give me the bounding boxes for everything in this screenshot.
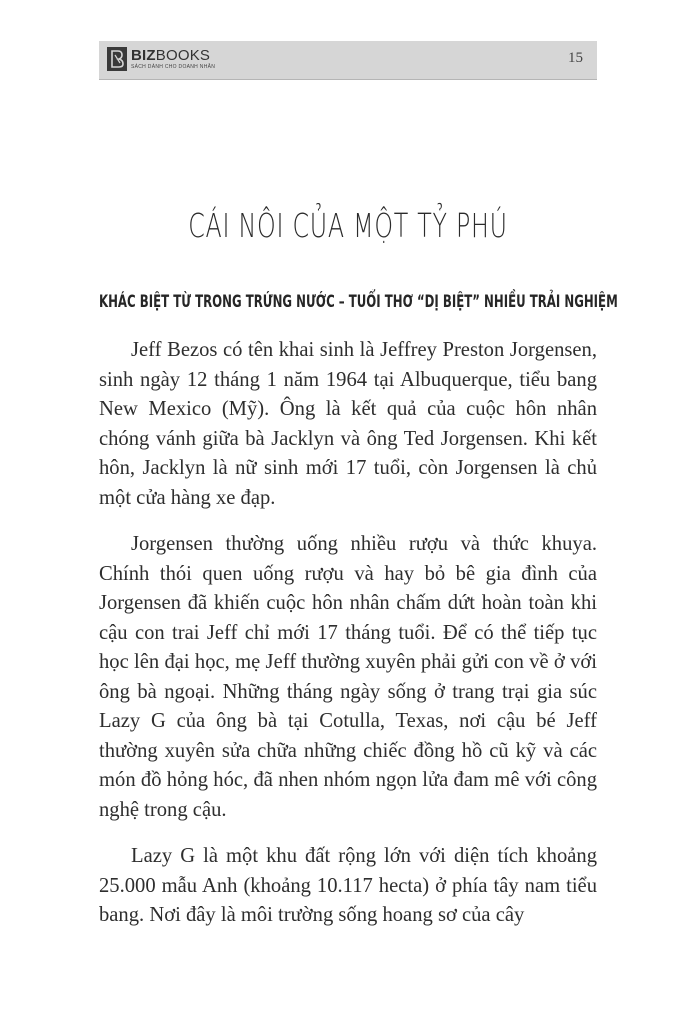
brand-tagline: SÁCH DÀNH CHO DOANH NHÂN	[131, 64, 216, 70]
paragraph: Jeff Bezos có tên khai sinh là Jeffrey Preston Jorgensen, sinh ngày 12 tháng 1 năm 1964 tại Albuquerque, tiểu bang New Mexico (Mỹ). Ông là kết quả của cuộc hôn nhân chóng vánh giữa bà Jacklyn và ông Ted Jorgensen. Khi kết hôn, Jacklyn là nữ sinh mới 17 tuổi, còn Jorgensen là chủ một cửa hàng xe đạp.	[99, 339, 597, 509]
paragraph: Jorgensen thường uống nhiều rượu và thức khuya. Chính thói quen uống rượu và hay bỏ bê gia đình của Jorgensen đã khiến cuộc hôn nhân chấm dứt hoàn toàn khi cậu con trai Jeff chỉ mới 17 tháng tuổi. Để có thể tiếp tục học lên đại học, mẹ Jeff thường xuyên phải gửi con về ở với ông bà ngoại. Những tháng ngày sống ở trang trại gia súc Lazy G của ông bà tại Cotulla, Texas, nơi cậu bé Jeff thường xuyên sửa chữa những chiếc đồng hồ cũ kỹ và các món đồ hỏng hóc, đã nhen nhóm ngọn lửa đam mê với công nghệ trong cậu.	[99, 533, 597, 821]
brand-name: BIZBOOKS	[131, 47, 211, 64]
bizbooks-logo-icon	[107, 47, 127, 71]
chapter-title: CÁI NÔI CỦA MỘT TỶ PHÚ	[188, 206, 508, 245]
logo-text	[131, 48, 215, 70]
body-text	[99, 336, 597, 948]
publisher-logo	[107, 47, 215, 71]
section-heading: KHÁC BIỆT TỪ TRONG TRỨNG NƯỚC – TUỔI THƠ “DỊ BIỆT” NHIỀU TRẢI NGHIỆM	[99, 292, 618, 311]
page-number: 15	[568, 50, 583, 66]
paragraph: Lazy G là một khu đất rộng lớn với diện tích khoảng 25.000 mẫu Anh (khoảng 10.117 hecta) ở phía tây nam tiểu bang. Nơi đây là môi trường sống hoang sơ của cây	[99, 845, 597, 926]
running-header	[99, 41, 597, 80]
